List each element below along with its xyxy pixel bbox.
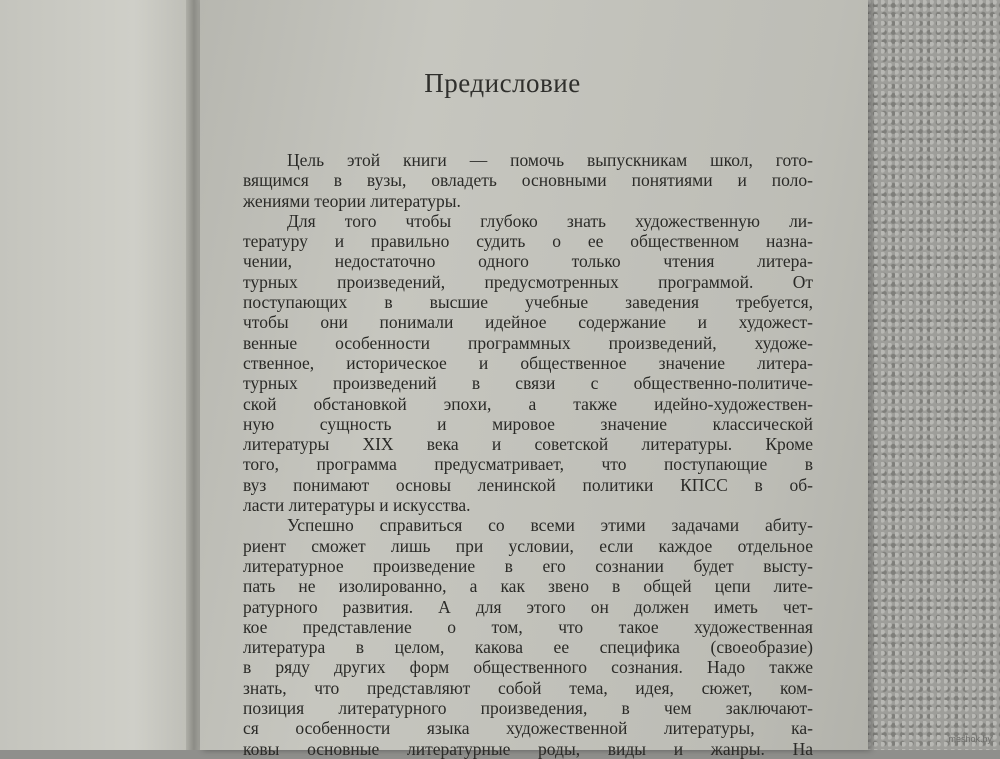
text-line: ской обстановкой эпохи, а также идейно-художествен- (243, 393, 813, 414)
text-line: турных произведений в связи с общественно-политиче- (243, 373, 813, 394)
left-blank-page (0, 0, 192, 750)
text-line: жениями теории литературы. (243, 190, 461, 211)
text-line: чении, недостаточно одного только чтения литера- (243, 251, 813, 272)
page-title: Предисловие (424, 68, 581, 98)
body-text (243, 150, 813, 759)
text-line: ную сущность и мировое значение классической (243, 413, 813, 434)
text-line: венные особенности программных произведений, художе- (243, 332, 813, 353)
text-line: Для того чтобы глубоко знать художественную ли- (287, 210, 813, 231)
text-line: Успешно справиться со всеми этими задачами абиту- (287, 515, 813, 536)
site-watermark: meshok.by (948, 734, 992, 744)
text-line: литературное произведение в его сознании будет высту- (243, 555, 813, 576)
text-line: ратурного развития. А для этого он должен иметь чет- (243, 596, 813, 617)
text-line: позиция литературного произведения, в чем заключают- (243, 698, 813, 719)
text-line: риент сможет лишь при условии, если каждое отдельное (243, 535, 813, 556)
text-line: вящимся в вузы, овладеть основными понятиями и поло- (243, 170, 813, 191)
text-line: литература в целом, какова ее специфика (своеобразие) (243, 637, 813, 658)
text-line: литературы XIX века и советской литературы. Кроме (243, 434, 813, 455)
text-line: поступающих в высшие учебные заведения требуется, (243, 292, 813, 313)
text-line: ласти литературы и искусства. (243, 495, 471, 516)
text-line: в ряду других форм общественного сознания. Надо также (243, 657, 813, 678)
text-line: пать не изолированно, а как звено в общей цепи лите- (243, 576, 813, 597)
text-line: Цель этой книги — помочь выпускникам школ, гото- (287, 150, 813, 170)
text-line: ковы основные литературные роды, виды и жанры. На (243, 738, 813, 759)
text-line: ся особенности языка художественной литературы, ка- (243, 718, 813, 739)
text-line: того, программа предусматривает, что поступающие в (243, 454, 813, 475)
text-line: тературу и правильно судить о ее общественном назна- (243, 231, 813, 252)
text-line: вуз понимают основы ленинской политики КПСС в об- (243, 474, 813, 495)
text-line: кое представление о том, что такое художественная (243, 616, 813, 637)
text-line: чтобы они понимали идейное содержание и художест- (243, 312, 813, 333)
text-line: знать, что представляют собой тема, идея, сюжет, ком- (243, 677, 813, 698)
carpet-background (860, 0, 1000, 750)
text-line: ственное, историческое и общественное значение литера- (243, 352, 813, 373)
text-line: турных произведений, предусмотренных программой. От (243, 271, 813, 292)
